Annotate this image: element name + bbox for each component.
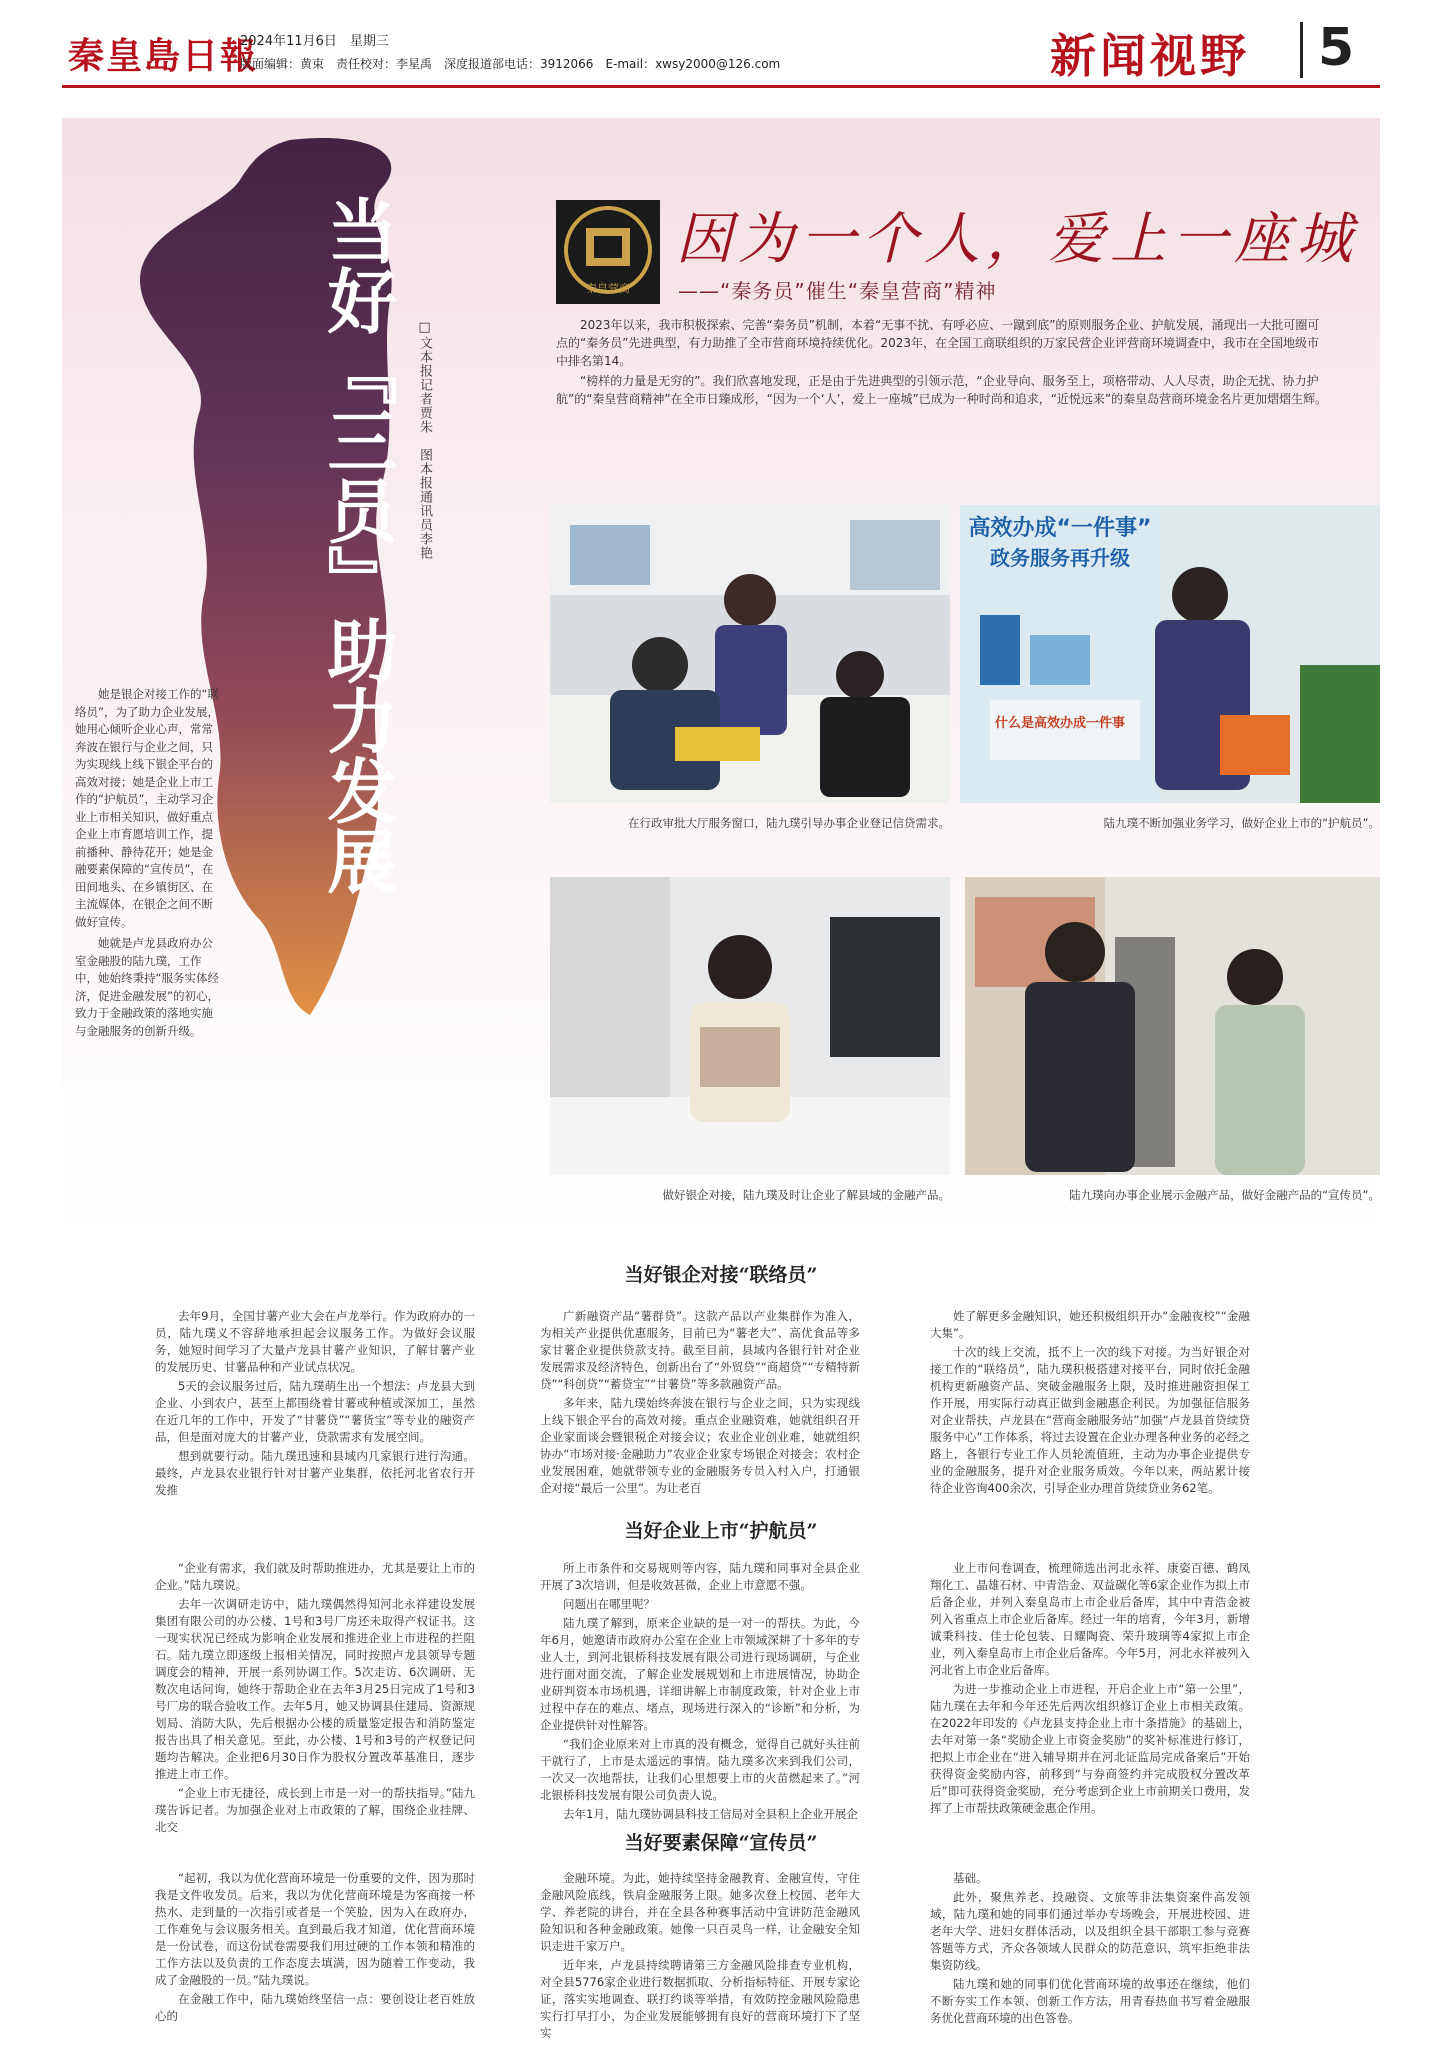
logo-text: 秦皇营商 <box>586 282 630 295</box>
article-column <box>155 1560 475 1838</box>
paragraph: “企业有需求，我们就及时帮助推进办，尤其是要让上市的企业。”陆九璞说。 <box>155 1561 475 1592</box>
page-number: 5 <box>1318 18 1355 78</box>
header-rule <box>62 85 1380 88</box>
section-heading: 当好银企对接“联络员” <box>624 1264 818 1286</box>
photo-caption: 陆九璞向办事企业展示金融产品，做好金融产品的“宣传员”。 <box>1069 1188 1380 1202</box>
paragraph: 陆九璞了解到，原来企业缺的是一对一的帮扶。为此，今年6月，她邀请市政府办公室在企业上市领域深耕了十多年的专业人士，到河北银桥科技发展有限公司进行现场调研，与企业进行面对面交流，了解企业发展规划和上市进展情况，协助企业研判资本市场机遇，详细讲解上市制度政策，针对企业上市过程中存在的难点、堵点，现场进行深入的“诊断”和分析，为企业提供针对性解答。 <box>540 1616 860 1732</box>
article-column <box>930 1560 1250 1819</box>
article-column <box>540 1870 860 2044</box>
intro-paragraph: 2023年以来，我市积极探索、完善“秦务员”机制，本着“无事不扰、有呼必应、一蹴到底”的原则服务企业、护航发展，涌现出一大批可圈可点的“秦务员”先进典型，有力助推了全市营商环境持续优化。2023年，在全国工商联组织的万家民营企业评营商环境调查中，我市在全国地级市中排名第14。 <box>556 318 1320 368</box>
photo-caption: 在行政审批大厅服务窗口，陆九璞引导办事企业登记信贷需求。 <box>628 816 950 830</box>
photo-caption: 陆九璞不断加强业务学习，做好企业上市的“护航员”。 <box>1103 816 1380 830</box>
section-title: 新闻视野 <box>1050 29 1250 83</box>
photo-caption: 做好银企对接，陆九璞及时让企业了解县域的金融产品。 <box>662 1188 950 1202</box>
paragraph: 所上市条件和交易规则等内容，陆九璞和同事对全县企业开展了3次培训，但是收效甚微，企业上市意愿不强。 <box>540 1561 860 1592</box>
editor-credits: 版面编辑：黄束 责任校对：李星禹 深度报道部电话：3912066 E-mail：xwsy2000@126.com <box>240 57 781 71</box>
paragraph: 多年来，陆九璞始终奔波在银行与企业之间，只为实现线上线下银企平台的高效对接。重点企业融资难，她就组织召开企业家面谈会暨银税企对接会议；农业企业创业难，她就组织协办“市场对接·金融助力”农业企业家专场银企对接会；农村企业发展困难，她就带领专业的金融服务专员入村入户，打通银企对接“最后一公里”。为让老百 <box>540 1396 860 1495</box>
poster-subtitle: 政务服务再升级 <box>990 546 1130 570</box>
section-heading: 当好要素保障“宣传员” <box>624 1832 818 1854</box>
paragraph: “起初，我以为优化营商环境是一份重要的文件，因为那时我是文件收发员。后来，我以为优化营商环境是为客商接一杯热水、走到量的一次指引或者是一个笑脸，因为入在政府办，工作难免与会议服务相关。直到最后我才知道，优化营商环境是一份试卷，而这份试卷需要我们用过硬的工作本领和精准的工作方法以及负责的工作态度去填满，因为随着工作变动，我成了金融股的一员。”陆九璞说。 <box>155 1871 475 1987</box>
paragraph: “我们企业原来对上市真的没有概念，觉得自己就好头往前干就行了，上市是太遥远的事情。陆九璞多次来到我们公司，一次又一次地帮扶，让我们心里想要上市的火苗燃起来了。”河北银桥科技发展有限公司负责人说。 <box>540 1737 860 1802</box>
paragraph: 姓了解更多金融知识，她还积极组织开办“金融夜校”“金融大集”。 <box>930 1309 1250 1340</box>
paragraph: 去年1月，陆九璞协调县科技工信局对全县积上企业开展企 <box>563 1807 858 1821</box>
article-column <box>155 1308 475 1501</box>
side-paragraph: 她就是卢龙县政府办公室金融股的陆九璞，工作中，她始终秉持“服务实体经济，促进金融发展”的初心，致力于金融政策的落地实施与金融服务的创新升级。 <box>75 936 219 1038</box>
side-text <box>75 686 223 1044</box>
article-column <box>540 1308 860 1499</box>
paragraph: 金融环境。为此，她持续坚持金融教育、金融宣传，守住金融风险底线，铁肩金融服务上限。她多次登上校园、老年大学、养老院的讲台，并在全县各种赛事活动中宣讲防范金融风险知识和各种金融政策。她像一只百灵鸟一样，让金融安全知识走进千家万户。 <box>540 1871 860 1953</box>
photo-bank-counter <box>550 877 950 1175</box>
article-column <box>930 1308 1250 1499</box>
issue-date: 2024年11月6日 星期三 <box>240 34 389 49</box>
photo-policy-poster <box>960 505 1380 803</box>
photo-brochure-display <box>965 877 1380 1175</box>
paragraph: 广新融资产品“薯群贷”。这款产品以产业集群作为准入，为相关产业提供优惠服务，目前已为“薯老大”、高优食品等多家甘薯企业提供贷款支持。截至目前，县域内各银行针对企业发展需求及经济特色，创新出台了“外贸贷”“商超贷”“专精特新贷”“科创贷”“蓄贷宝”“甘薯贷”等多款融资产品。 <box>540 1309 860 1391</box>
section-heading: 当好企业上市“护航员” <box>624 1520 818 1542</box>
qinhuang-business-logo <box>556 200 660 304</box>
paragraph: 十次的线上交流，抵不上一次的线下对接。为当好银企对接工作的“联络员”，陆九璞积极搭建对接平台，同时依托金融机构更新融资产品、突破金融服务上限，及时推进融资担保工作开展，用实际行动真正做到金融惠企利民。为加强征信服务对企业帮扶，卢龙县在“营商金融服务站”加强“卢龙县首贷续贷服务中心”工作体系，将过去设置在企业办理各种业务的必经之路上，各银行专业工作人员轮流值班，主动为办事企业提供专业的金融服务，提升对企业服务质效。今年以来，两站累计接待企业咨询400余次，引导企业办理首贷续贷业务62笔。 <box>930 1345 1250 1495</box>
paragraph: 问题出在哪里呢？ <box>563 1597 655 1611</box>
paragraph: 去年一次调研走访中，陆九璞偶然得知河北永祥建设发展集团有限公司的办公楼、1号和3号厂房还未取得产权证书。这一现实状况已经成为影响企业发展和推进企业上市进程的拦阻石。陆九璞立即逐级上报相关情况，同时按照卢龙县领导专题调度会的精神，开展一系列协调工作。5次走访、6次调研、无数次电话问询，她终于帮助企业在去年3月25日完成了1号和3号厂房的联合验收工作。去年5月，她又协调县住建局、资源规划局、消防大队，先后根据办公楼的质量鉴定报告和消防鉴定报告出具了相关意见。至此，办公楼、1号和3号的产权登记问题均告解决。企业把6月30日作为股权分置改革基准日，逐步推进上市工作。 <box>155 1597 475 1781</box>
article-column <box>155 1870 475 2027</box>
feature-main-title: 当好『三员』助力发展 <box>316 195 398 895</box>
feature-subtitle: ——“秦务员”催生“秦皇营商”精神 <box>678 279 997 303</box>
masthead: 秦皇島日報 <box>68 35 259 77</box>
header-divider <box>1300 22 1303 78</box>
photo-service-window <box>550 505 950 803</box>
paragraph: 近年来，卢龙县持续聘请第三方金融风险排查专业机构，对全县5776家企业进行数据抓取、分析指标特征、开展专家论证，落实实地调查、联打约谈等举措，有效防控金融风险隐患实行打早打小，为企业发展能够拥有良好的营商环境打下了坚实 <box>540 1958 860 2040</box>
paragraph: 想到就要行动。陆九璞迅速和县域内几家银行进行沟通。最终，卢龙县农业银行针对甘薯产业集群，依托河北省农行开发推 <box>155 1449 475 1497</box>
paragraph: 此外，聚焦养老、投融资、文旅等非法集资案件高发领域，陆九璞和她的同事们通过举办专场晚会，开展进校园、进老年大学、进妇女群体活动，以及组织全县干部职工参与竞赛答题等方式，齐众各领域人民群众的防范意识，筑牢拒绝非法集资防线。 <box>930 1890 1250 1972</box>
paragraph: 5天的会议服务过后，陆九璞萌生出一个想法：卢龙县大到企业、小到农户，甚至上都围绕着甘薯或种植或深加工，虽然在近几年的工作中，开发了“甘薯贷”“薯货宝”等专业的融资产品，但是面对庞大的甘薯产业，贷款需求有发展空间。 <box>155 1379 475 1444</box>
paragraph: 陆九璞和她的同事们优化营商环境的故事还在继续，他们不断夯实工作本领、创新工作方法，用青春热血书写着金融服务优化营商环境的出色答卷。 <box>930 1977 1250 2025</box>
intro-paragraph: “榜样的力量是无穷的”。我们欣喜地发现，正是由于先进典型的引领示范，“企业导向、服务至上，项格带动、人人尽责，助企无扰、协力护航”的“秦皇营商精神”在全市日臻成形，“因为一个‘人’，爱上一座城”已成为一种时尚和追求，“近悦远来”的秦皇岛营商环境金名片更加熠熠生辉。 <box>556 374 1328 406</box>
paragraph: 去年9月，全国甘薯产业大会在卢龙举行。作为政府办的一员，陆九璞义不容辞地承担起会议服务工作。为做好会议服务，她短时间学习了大量卢龙县甘薯产业知识，了解甘薯产业的发展历史、甘薯品种和产业试点状况。 <box>155 1309 475 1374</box>
calligraphy-title: 因为一个人，爱上一座城 <box>676 207 1358 272</box>
paragraph: 基础。 <box>953 1871 988 1885</box>
intro-text <box>556 316 1330 410</box>
poster-bottom-text: 什么是高效办成一件事 <box>994 716 1126 731</box>
article-column <box>540 1560 860 1825</box>
poster-title: 高效办成“一件事” <box>968 516 1152 541</box>
paragraph: 业上市问卷调查，梳理筛选出河北永祥、康姿百德、鹤凤翔化工、晶雄石材、中青浩金、双益碳化等6家企业作为拟上市后备企业，并列入秦皇岛市上市企业后备库，其中中青浩金被列入省重点上市企业后备库。经过一年的培育，今年3月，新增诚秉科技、佳士伦包装、日耀陶瓷、荣升玻璃等4家拟上市企业，列入秦皇岛市上市企业后备库。今年5月，河北永祥被列入河北省上市企业后备库。 <box>930 1561 1250 1677</box>
paragraph: “企业上市无捷径，成长到上市是一对一的帮扶指导。”陆九璞告诉记者。为加强企业对上市政策的了解，围绕企业挂牌、北交 <box>155 1786 475 1834</box>
paragraph: 为进一步推动企业上市进程，开启企业上市“第一公里”，陆九璞在去年和今年还先后两次组织修订企业上市相关政策。在2022年印发的《卢龙县支持企业上市十条措施》的基础上，去年对第一条“奖励企业上市资金奖励”的奖补标准进行修订，把拟上市企业在“进入辅导期并在河北证监局完成备案后”开始获得资金奖励内容，前移到“与券商签约并完成股权分置改革后”即可获得资金奖励，充分考虑到企业上市前期关口费用，发挥了上市帮扶政策硬金惠企作用。 <box>930 1682 1250 1815</box>
article-column <box>930 1870 1250 2029</box>
byline: □文本报记者贾朱 图本报通讯员李艳 <box>417 320 432 560</box>
paragraph: 在金融工作中，陆九璞始终坚信一点：要创设让老百姓放心的 <box>155 1992 475 2023</box>
side-paragraph: 她是银企对接工作的“联络员”，为了助力企业发展，她用心倾听企业心声，常常奔波在银行与企业之间，只为实现线上线下银企平台的高效对接；她是企业上市工作的“护航员”，主动学习企业上市相关知识，做好重点企业上市育愿培训工作，提前播种、静待花开；她是金融要素保障的“宣传员”，在田间地头、在乡镇街区、在主流媒体，在银企之间不断做好宣传。 <box>75 687 219 929</box>
